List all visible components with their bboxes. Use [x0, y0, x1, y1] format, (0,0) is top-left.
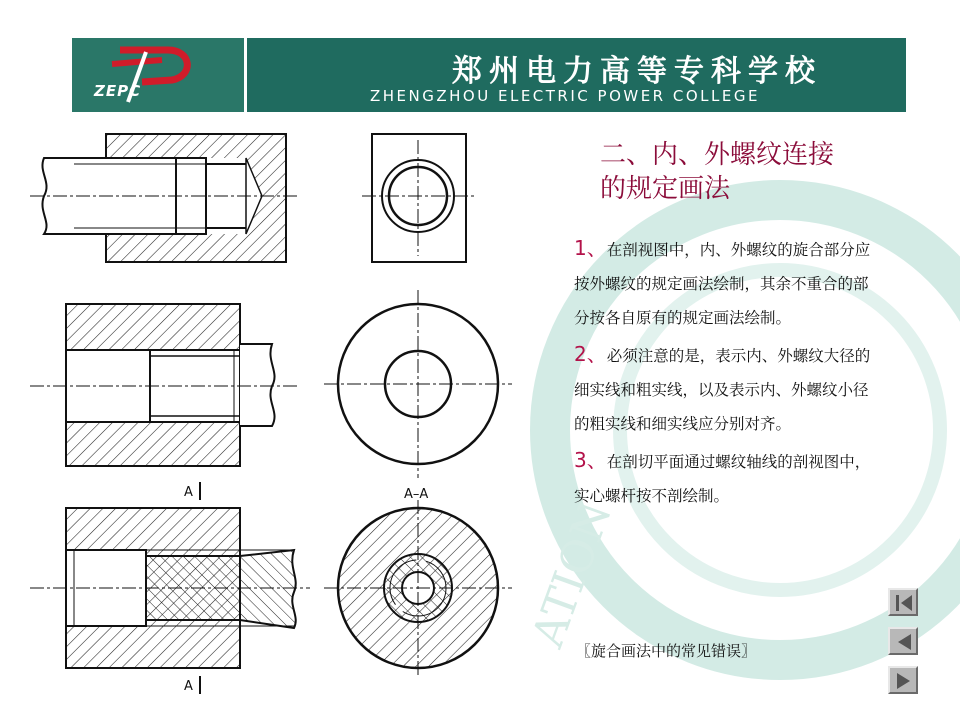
rule-text: 在剖切平面通过螺纹轴线的剖视图中，实心螺杆按不剖绘制。 [574, 453, 871, 505]
rule-number: 3、 [574, 448, 607, 472]
section-title-line1: 二、内、外螺纹连接 [600, 140, 835, 170]
drawing-bolt-side-view [362, 134, 476, 262]
drawing-section-with-bolt [30, 508, 310, 668]
first-slide-button[interactable] [888, 588, 918, 616]
rules-list [574, 231, 874, 515]
svg-text:ATION: ATION [522, 494, 622, 654]
college-name-cn: 郑州电力高等专科学校 [452, 54, 822, 89]
section-label-aa: A–A [404, 487, 429, 502]
rule-item-1 [574, 231, 874, 335]
rule-item-3 [574, 443, 874, 513]
section-label-a-bottom: A [184, 679, 193, 694]
college-name-en: ZHENGZHOU ELECTRIC POWER COLLEGE [370, 87, 760, 105]
previous-slide-button[interactable] [888, 627, 918, 655]
rule-number: 2、 [574, 342, 607, 366]
rule-item-2 [574, 337, 874, 441]
triangle-right-icon [894, 671, 914, 691]
section-title-line2: 的规定画法 [600, 174, 731, 204]
section-label-a-top: A [184, 485, 193, 500]
logo-text: ZEPC [94, 82, 142, 100]
section-title [600, 138, 834, 206]
drawing-bolt-in-hole [30, 134, 300, 262]
rule-text: 必须注意的是，表示内、外螺纹大径的细实线和粗实线，以及表示内、外螺纹小径的粗实线和细实线应分别对齐。 [574, 347, 871, 433]
next-slide-button[interactable] [888, 666, 918, 694]
rule-text: 在剖视图中，内、外螺纹的旋合部分应按外螺纹的规定画法绘制，其余不重合的部分按各自原有的规定画法绘制。 [574, 241, 871, 327]
rule-number: 1、 [574, 236, 607, 260]
drawing-ring-end-view [324, 290, 512, 478]
common-errors-link[interactable]: 〖旋合画法中的常见错误〗 [576, 642, 757, 660]
drawing-section-aa-view [324, 500, 512, 676]
skip-to-start-icon [894, 593, 914, 613]
triangle-left-icon [894, 632, 914, 652]
drawing-threaded-hole [30, 304, 300, 466]
